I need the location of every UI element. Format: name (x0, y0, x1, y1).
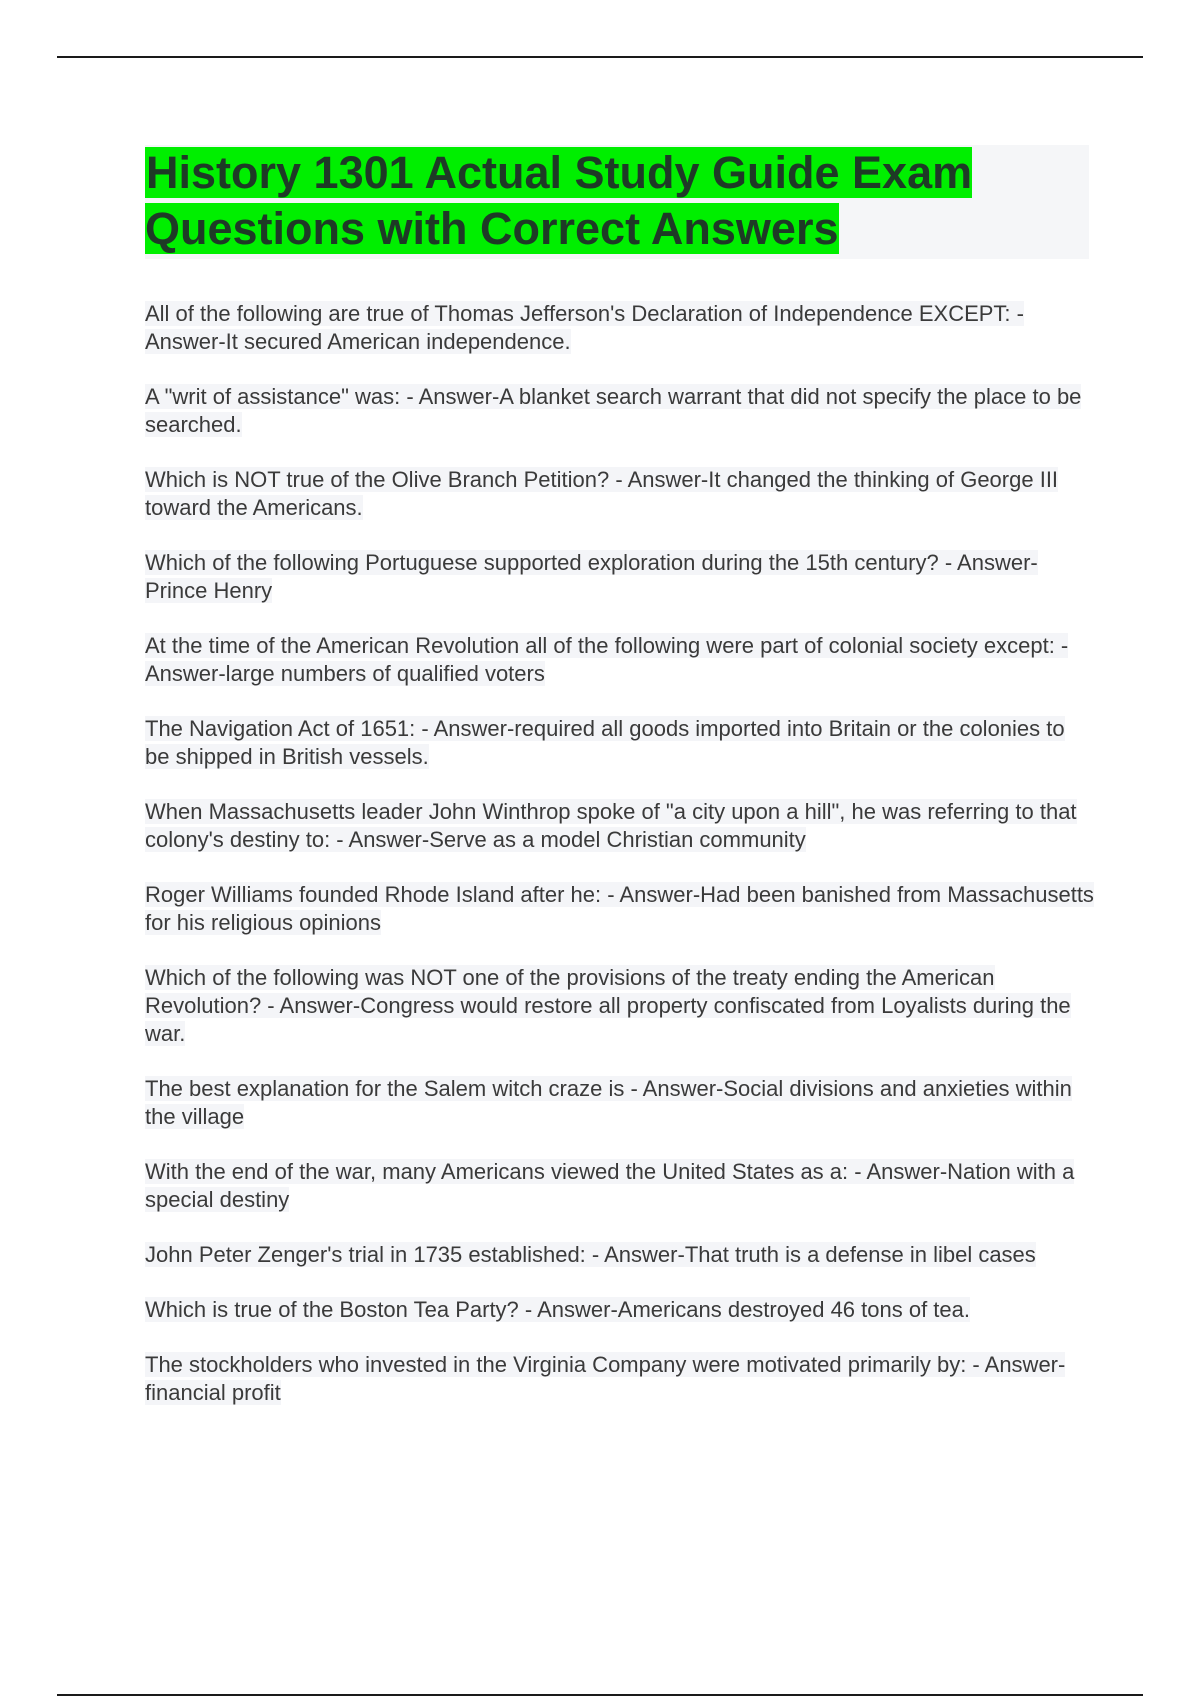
qa-item (145, 549, 1095, 605)
qa-item (145, 881, 1095, 937)
qa-text: Roger Williams founded Rhode Island after he: - Answer-Had been banished from Massachusetts for his religious opinions (145, 882, 1094, 935)
qa-item (145, 1158, 1095, 1214)
qa-item (145, 715, 1095, 771)
qa-item (145, 1296, 1095, 1324)
qa-item (145, 798, 1095, 854)
qa-text: Which is true of the Boston Tea Party? - Answer-Americans destroyed 46 tons of tea. (145, 1297, 970, 1322)
qa-item (145, 964, 1095, 1048)
qa-item (145, 300, 1095, 356)
qa-item (145, 1241, 1095, 1269)
title-block (145, 145, 1089, 259)
qa-text: A "writ of assistance" was: - Answer-A blanket search warrant that did not specify the place to be searched. (145, 384, 1082, 437)
document-title-text: History 1301 Actual Study Guide Exam Questions with Correct Answers (145, 147, 973, 254)
qa-text: When Massachusetts leader John Winthrop spoke of "a city upon a hill", he was referring to that colony's destiny to: - Answer-Serve as a model Christian community (145, 799, 1077, 852)
qa-item (145, 1075, 1095, 1131)
qa-item (145, 1351, 1095, 1407)
qa-text: The stockholders who invested in the Virginia Company were motivated primarily by: - Answer-financial profit (145, 1352, 1066, 1405)
qa-item (145, 632, 1095, 688)
qa-text: The Navigation Act of 1651: - Answer-required all goods imported into Britain or the colonies to be shipped in British vessels. (145, 716, 1065, 769)
document-title (145, 145, 1089, 257)
qa-text: John Peter Zenger's trial in 1735 established: - Answer-That truth is a defense in libel cases (145, 1242, 1036, 1267)
qa-text: At the time of the American Revolution all of the following were part of colonial society except: - Answer-large numbers of qualified voters (145, 633, 1069, 686)
footer-rule (57, 1694, 1143, 1696)
qa-text: All of the following are true of Thomas Jefferson's Declaration of Independence EXCEPT: - Answer-It secured American independence. (145, 301, 1024, 354)
qa-text: The best explanation for the Salem witch craze is - Answer-Social divisions and anxieties within the village (145, 1076, 1072, 1129)
qa-item (145, 383, 1095, 439)
qa-item (145, 466, 1095, 522)
qa-list (145, 300, 1095, 1434)
qa-text: Which of the following Portuguese supported exploration during the 15th century? - Answer-Prince Henry (145, 550, 1038, 603)
qa-text: With the end of the war, many Americans viewed the United States as a: - Answer-Nation with a special destiny (145, 1159, 1075, 1212)
header-rule (57, 56, 1143, 58)
qa-text: Which of the following was NOT one of the provisions of the treaty ending the American Revolution? - Answer-Congress would restore all property confiscated from Loyalists during the war. (145, 965, 1071, 1046)
qa-text: Which is NOT true of the Olive Branch Petition? - Answer-It changed the thinking of George III toward the Americans. (145, 467, 1059, 520)
